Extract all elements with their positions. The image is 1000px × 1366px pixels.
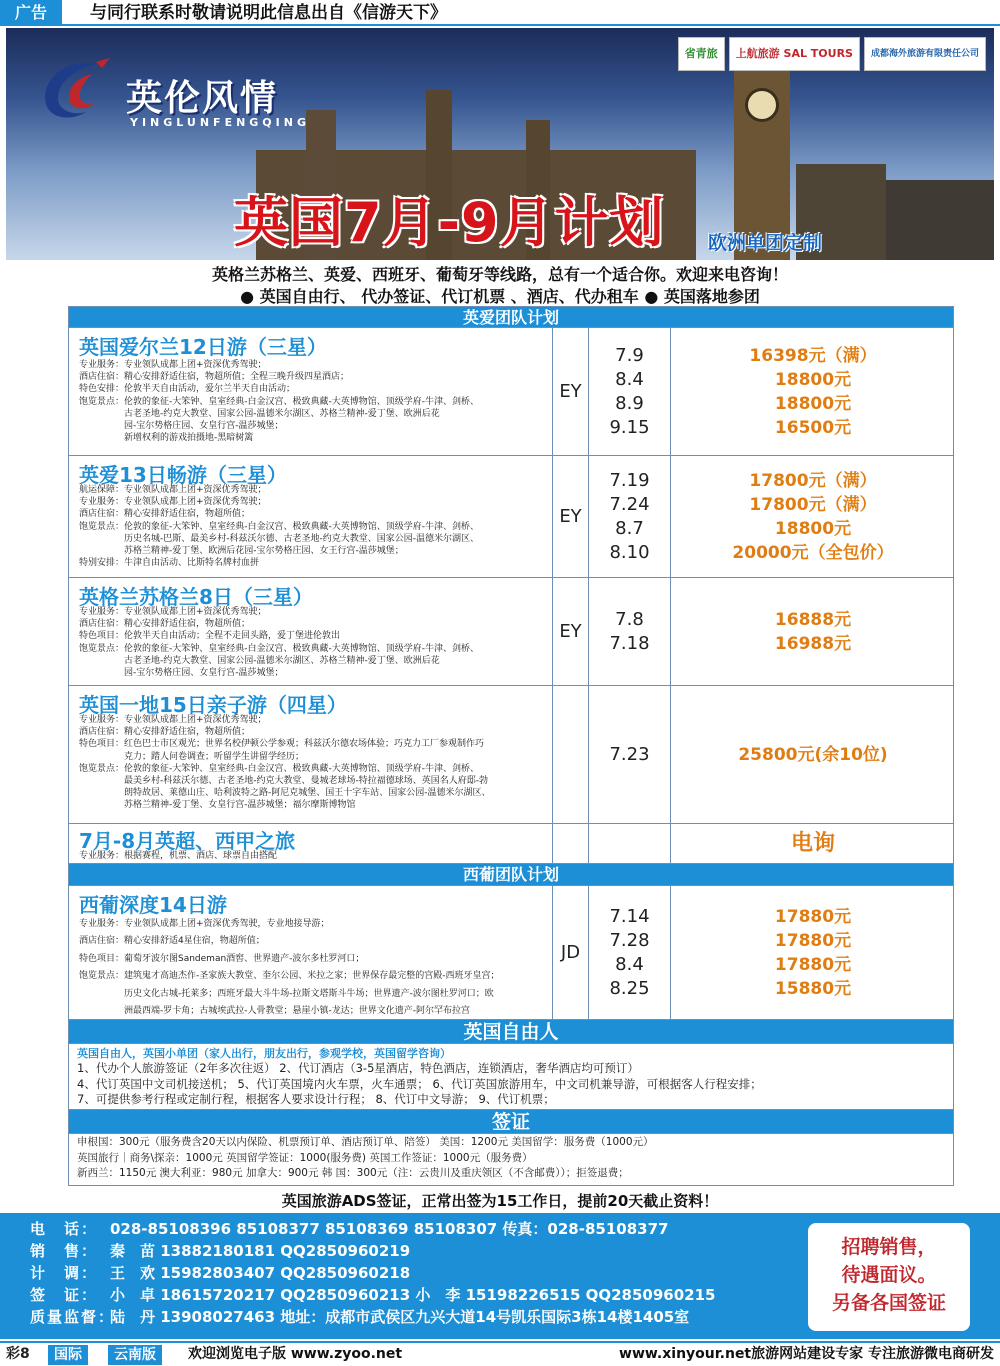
visa-price-line: 英国旅行｜商务\探亲：1000元 英国留学签证：1000(服务费) 英国工作签证：1000元（服务费） (77, 1151, 533, 1164)
tour-price: 15880元 (774, 978, 852, 999)
free-traveler-box (68, 1044, 954, 1110)
tour-prices (671, 328, 955, 455)
departure-date: 8.9 (615, 392, 644, 414)
contact-value: 028-85108396 85108377 85108369 85108307 传真：028-85108377 (110, 1220, 669, 1238)
airline-code: EY (553, 456, 589, 577)
departure-dates (589, 824, 671, 863)
tour-details (79, 850, 277, 862)
departure-dates (589, 328, 671, 455)
tour-price: 17880元 (774, 954, 852, 975)
tour-row (68, 578, 954, 686)
tour-title: 7月-8月英超、西甲之旅 (79, 829, 296, 853)
tour-title: 英格兰苏格兰8日（三星） (79, 585, 313, 609)
tour-detail-line: 专业服务：专业领队成都上团+资深优秀驾驶，专业地接导游； (79, 919, 330, 929)
departure-date: 9.15 (609, 416, 650, 438)
tour-detail-line: 专业服务：专业领队成都上团+资深优秀驾驶； (79, 715, 267, 725)
tour-price: 17800元（满） (749, 470, 877, 491)
tour-detail-line: 园-宝尔势格庄园、女皇行宫-温莎城堡； (79, 421, 284, 432)
tour-detail-line: 朗特故居、莱德山庄、哈利波特之路-阿尼克城堡、国王十字车站、国家公园-温德米尔湖区、 (79, 788, 491, 799)
tour-row (68, 328, 954, 456)
partner-logo: 省青旅 (678, 37, 725, 71)
departure-date: 8.10 (609, 541, 650, 563)
tour-detail-line: 特色项目：葡萄牙波尔图Sandeman酒窖、世界遗产-波尔多杜罗河口； (79, 953, 365, 964)
brand-logo (26, 46, 346, 136)
tour-detail-line: 酒店住宿：精心安排舒适住宿，物超所值；全程三晚升级四星酒店； (79, 372, 350, 383)
tour-detail-line: 饱览景点：伦敦的象征-大笨钟、皇室经典-白金汉宫、极致典藏-大英博物馆、顶级学府-牛津、剑桥、 (79, 396, 479, 407)
tour-price: 18800元 (774, 518, 852, 539)
footer-website[interactable]: 欢迎浏览电子版 www.zyoo.net (188, 1346, 403, 1362)
skyline-building (886, 180, 994, 260)
contact-visa (30, 1285, 715, 1306)
tour-detail-line: 专业服务：专业领队成都上团+资深优秀驾驶； (79, 497, 267, 508)
section-header-ying-ai: 英爱团队计划 (68, 306, 954, 328)
tour-price: 16988元 (774, 633, 852, 654)
tour-details (79, 606, 479, 679)
tour-price: 17880元 (774, 930, 852, 951)
partner-logos (678, 36, 986, 72)
hero-banner (6, 28, 994, 260)
departure-date: 7.9 (615, 344, 644, 366)
tour-details (79, 359, 479, 444)
tour-details (79, 916, 500, 1020)
partner-logo: 成都海外旅游有限责任公司 (864, 37, 986, 71)
tour-detail-line: 酒店住宿：精心安排舒适住宿，物超所值； (79, 509, 251, 520)
tour-detail-line: 历史名城-巴斯、最美乡村-科兹沃尔德、古老圣地-约克大教堂、国家公园-温德米尔湖区、 (79, 533, 479, 544)
contact-label: 销 售： (30, 1242, 99, 1260)
tour-detail-line: 航运保障：专业领队成都上团+资深优秀驾驶； (79, 485, 267, 495)
tour-info (69, 686, 553, 823)
clock-face (745, 88, 779, 122)
tour-detail-line: 饱览景点：伦敦的象征-大笨钟、皇室经典-白金汉宫、极致典藏-大英博物馆、顶级学府-牛津、剑桥、 (79, 643, 479, 654)
free-traveler-line: 7、可提供参考行程或定制行程，根据客人要求设计行程； 8、代订中文导游； 9、代订机票； (77, 1092, 555, 1106)
tour-detail-line: 饱览景点：伦敦的象征-大笨钟、皇室经典-白金汉宫、极致典藏-大英博物馆、顶级学府-牛津、剑桥、 (79, 521, 479, 532)
tour-title: 英国一地15日亲子游（四星） (79, 693, 347, 717)
contact-operations (30, 1263, 410, 1284)
contact-value: 陆 丹 13908027463 地址：成都市武侯区九兴大道14号凯乐国际3栋14楼1405室 (110, 1308, 690, 1326)
free-traveler-line: 4、代订英国中文司机接送机； 5、代订英国境内火车票，火车通票； 6、代订英国旅游用车，中文司机兼导游，可根据客人行程安排； (77, 1076, 762, 1091)
recruit-box (808, 1223, 970, 1331)
ads-visa-note: 英国旅游ADS签证，正常出签为15工作日，提前20天截止资料！ (281, 1192, 719, 1210)
tour-info (69, 456, 553, 577)
departure-dates (589, 686, 671, 823)
tour-prices (671, 578, 955, 685)
tour-info (69, 886, 553, 1019)
tour-detail-line: 特别安排：牛津自由活动、比斯特名牌村血拼 (79, 558, 260, 569)
tour-details (79, 484, 479, 569)
page-number: 彩8 (6, 1346, 30, 1362)
departure-date: 7.18 (609, 632, 650, 654)
departure-date: 8.25 (609, 977, 650, 999)
tour-info (69, 824, 553, 863)
tour-price: 25800元(余10位) (738, 744, 888, 765)
tour-detail-line: 洲最西端-罗卡角；古城埃武拉-人骨教堂；悬崖小镇-龙达；世界文化遗产-阿尔罕布拉宫 (79, 1006, 470, 1017)
ad-notice: 与同行联系时敬请说明此信息出自《信游天下》 (90, 3, 447, 23)
tour-prices (671, 686, 955, 823)
airline-code: EY (553, 328, 589, 455)
footer-slogan[interactable]: www.xinyour.net旅游网站建设专家 专注旅游微电商研发 (619, 1346, 994, 1362)
departure-date: 8.7 (615, 517, 644, 539)
tour-detail-line: 新增权利的游戏拍摄地-黑暗树篱 (79, 433, 254, 444)
tour-detail-line: 苏格兰精神-爱丁堡、女皇行宫-温莎城堡；福尔摩斯博物馆 (79, 800, 356, 811)
brand-name: 英伦风情 (126, 78, 279, 119)
tour-row (68, 686, 954, 824)
tour-row (68, 886, 954, 1020)
recruit-line: 招聘销售， (841, 1236, 937, 1258)
services-line: ● 英国自由行、 代办签证、代订机票 、酒店、代办租车 ● 英国落地参团 (240, 287, 760, 306)
brand-logo-icon (36, 56, 116, 126)
intro-line: 英格兰苏格兰、英爱、西班牙、葡萄牙等线路，总有一个适合你。欢迎来电咨询！ (211, 265, 788, 284)
departure-dates (589, 456, 671, 577)
tour-detail-line: 园-宝尔势格庄园、女皇行宫-温莎城堡； (79, 668, 284, 679)
ad-tag: 广告 (0, 0, 62, 26)
recruit-line: 待遇面议。 (841, 1264, 937, 1286)
tour-title: 英国爱尔兰12日游（三星） (79, 335, 327, 359)
contact-label: 计 调： (30, 1264, 99, 1282)
tour-detail-line: 克力；踏人问卷调查；听留学生讲留学经历； (79, 751, 305, 762)
departure-date: 7.24 (609, 493, 650, 515)
tour-detail-line: 饱览景点：伦敦的象征-大笨钟、皇室经典-白金汉宫、极致典藏-大英博物馆、顶级学府-牛津、剑桥、 (79, 763, 479, 774)
departure-date: 8.4 (615, 953, 644, 975)
departure-date: 7.19 (609, 469, 650, 491)
departure-date: 7.23 (609, 743, 650, 765)
departure-date: 7.8 (615, 608, 644, 630)
contact-sales (30, 1241, 410, 1262)
contact-phone (30, 1219, 668, 1240)
tour-row (68, 456, 954, 578)
departure-date: 8.4 (615, 368, 644, 390)
tour-row (68, 824, 954, 864)
section-header-free: 英国自由人 (68, 1020, 954, 1044)
tour-detail-line: 古老圣地-约克大教堂、国家公园-温德米尔湖区、苏格兰精神-爱丁堡、欧洲后花 (79, 408, 440, 419)
tour-detail-line: 酒店住宿：精心安排舒适4星住宿，物超所值； (79, 936, 265, 947)
partner-logo: 上航旅游 SAL TOURS (729, 37, 860, 71)
tour-price: 16398元（满） (749, 345, 877, 366)
section-header-xi-pu: 西葡团队计划 (68, 864, 954, 886)
contact-value: 秦 苗 13882180181 QQ2850960219 (110, 1242, 411, 1260)
tour-info (69, 578, 553, 685)
contact-label: 电 话： (30, 1220, 99, 1238)
tour-detail-line: 最美乡村-科兹沃尔德、古老圣地-约克大教堂、曼城老球场-特拉福德球场、英国名人府邸-勃 (79, 776, 488, 787)
tour-price: 18800元 (774, 393, 852, 414)
ad-strip (0, 0, 1000, 26)
departure-dates (589, 578, 671, 685)
tour-info (69, 328, 553, 455)
departure-dates (589, 886, 671, 1019)
tour-price: 16888元 (774, 609, 852, 630)
tour-detail-line: 苏格兰精神-爱丁堡、欧洲后花园-宝尔势格庄园、女王行宫-温莎城堡； (79, 546, 404, 557)
tour-title: 英爱13日畅游（三星） (79, 463, 287, 487)
tour-detail-line: 专业服务：专业领队成都上团+资深优秀驾驶； (79, 607, 267, 617)
contact-value: 王 欢 15982803407 QQ2850960218 (110, 1264, 411, 1282)
tour-price: 20000元（全包价） (732, 542, 894, 563)
contact-panel (0, 1213, 1000, 1339)
airline-code: JD (553, 886, 589, 1019)
section-header-visa: 签证 (68, 1110, 954, 1134)
tour-detail-line: 专业服务：专业领队成都上团+资深优秀驾驶； (79, 360, 267, 370)
tour-detail-line: 特色安排：伦敦半天自由活动，爱尔兰半天自由活动； (79, 384, 296, 395)
tour-prices (671, 456, 955, 577)
tour-detail-line: 饱览景点：建筑鬼才高迪杰作-圣家族大教堂、奎尔公园、米拉之家；世界保存最完整的宫殿-西班牙皇宫； (79, 971, 500, 982)
tour-price: 16500元 (774, 417, 852, 438)
brand-name-en: YINGLUNFENGQING (130, 116, 310, 129)
departure-date: 7.14 (609, 905, 650, 927)
tour-detail-line: 古老圣地-约克大教堂、国家公园-温德米尔湖区、苏格兰精神-爱丁堡、欧洲后花 (79, 655, 440, 666)
tour-detail-line: 酒店住宿：精心安排舒适住宿，物超所值； (79, 727, 251, 738)
recruit-line: 另备各国签证 (831, 1292, 946, 1314)
departure-date: 7.28 (609, 929, 650, 951)
contact-label: 质量监督： (30, 1308, 116, 1326)
tour-detail-line: 历史文化古城-托莱多；西班牙最大斗牛场-拉斯文塔斯斗牛场；世界遗产-波尔图杜罗河口；欧 (79, 988, 494, 999)
banner-subtitle: 欧洲单团定制 (708, 232, 823, 254)
contact-quality (30, 1307, 689, 1328)
tour-details (79, 714, 491, 812)
tour-prices (671, 824, 955, 863)
contact-value: 小 卓 18615720217 QQ2850960213 小 李 15198226515 QQ2850960215 (110, 1286, 716, 1304)
free-traveler-line: 1、代办个人旅游签证（2年多次往返） 2、代订酒店（3-5星酒店，特色酒店，连锁酒店，奢华酒店均可预订） (77, 1061, 639, 1075)
tour-title: 西葡深度14日游 (79, 893, 227, 917)
visa-box (68, 1134, 954, 1186)
tour-detail-line: 酒店住宿：精心安排舒适住宿，物超所值； (79, 619, 251, 630)
tour-price: 18800元 (774, 369, 852, 390)
free-traveler-heading: 英国自由人，英国小单团（家人出行，朋友出行，参观学校，英国留学咨询） (77, 1047, 451, 1060)
airline-code: EY (553, 578, 589, 685)
edition-tag: 国际 (48, 1345, 88, 1365)
tour-price: 电询 (790, 830, 835, 856)
banner-title: 英国7月-9月计划 (234, 191, 665, 254)
tour-price: 17880元 (774, 906, 852, 927)
tour-detail-line: 特色项目：红色巴士市区观光；世界名校伊顿公学参观；科兹沃尔德农场体验；巧克力工厂参观制作巧 (79, 739, 485, 750)
visa-price-line: 新西兰：1150元 澳大利亚：980元 加拿大：900元 韩 国：300元（注：云贵川及重庆领区（不含邮费））；拒签退费； (77, 1167, 629, 1179)
tour-detail-line: 特色项目：伦敦半天自由活动；全程不走回头路，爱丁堡进伦敦出 (79, 631, 341, 642)
tour-detail-line: 专业服务：根据赛程，机票、酒店、球票自由搭配 (79, 851, 278, 861)
edition-tag: 云南版 (108, 1345, 162, 1365)
visa-price-line: 申根国：300元（服务费含20天以内保险、机票预订单、酒店预订单、陪签） 美国：1200元 美国留学：服务费（1000元） (77, 1136, 654, 1148)
airline-code (553, 686, 589, 823)
contact-label: 签 证： (30, 1286, 99, 1304)
airline-code (553, 824, 589, 863)
tour-prices (671, 886, 955, 1019)
page-footer (0, 1341, 1000, 1366)
tour-price: 17800元（满） (749, 494, 877, 515)
